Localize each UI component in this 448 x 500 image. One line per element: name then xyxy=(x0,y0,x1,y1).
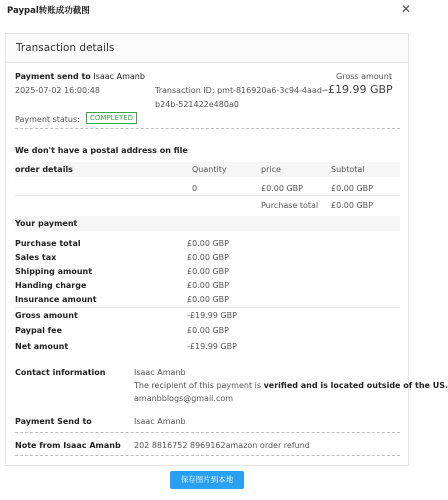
postal-notice: We don't have a postal address on file xyxy=(15,146,188,155)
payment-row-value: £0.00 GBP xyxy=(187,326,229,335)
gross-amount-label: Gross amount xyxy=(336,72,392,81)
divider xyxy=(15,455,400,456)
payment-send-to-label-2: Payment Send to xyxy=(15,417,92,426)
order-row-price: £0.00 GBP xyxy=(261,184,303,193)
payment-row-label: Shipping amount xyxy=(15,267,93,276)
divider xyxy=(15,195,400,196)
close-icon[interactable]: ✕ xyxy=(400,2,411,16)
your-payment-title: Your payment xyxy=(15,219,78,228)
payment-send-to xyxy=(15,72,145,81)
payment-datetime: 2025-07-02 16:00:48 xyxy=(15,86,100,95)
order-header-details: order details xyxy=(15,165,73,174)
panel-header xyxy=(6,34,408,63)
order-purchase-total-label: Purchase total xyxy=(261,201,319,210)
payment-row-label: Purchase total xyxy=(15,239,81,248)
payment-row-value: £0.00 GBP xyxy=(187,281,229,290)
payment-row-value: £0.00 GBP xyxy=(187,253,229,262)
contact-notice-prefix: The recipient of this payment is xyxy=(134,381,264,390)
payment-row-label: Paypal fee xyxy=(15,326,62,335)
order-header-price: price xyxy=(261,165,281,174)
order-purchase-total-value: £0.00 GBP xyxy=(331,201,373,210)
payment-status-label: Payment status: xyxy=(15,115,80,124)
transaction-id-cont: b24b-521422e480a0 xyxy=(155,100,239,109)
payment-row-label: Net amount xyxy=(15,342,69,351)
divider xyxy=(15,307,400,308)
divider xyxy=(15,432,400,433)
contact-name: Isaac Amanb xyxy=(134,368,186,377)
save-image-button[interactable]: 保存图片到本地 xyxy=(170,471,244,489)
payment-row-label: Handing charge xyxy=(15,281,87,290)
payment-send-to-name: Isaac Amanb xyxy=(93,72,145,81)
contact-notice xyxy=(134,381,448,390)
payment-row-value: £0.00 GBP xyxy=(187,239,229,248)
panel-title: Transaction details xyxy=(16,42,115,54)
payment-row-label: Sales tax xyxy=(15,253,57,262)
order-row-subtotal: £0.00 GBP xyxy=(331,184,373,193)
transaction-id: Transaction ID: pmt-816920a6-3c94-4aad- xyxy=(155,86,325,95)
divider xyxy=(15,128,400,129)
gross-amount-value: -£19.99 GBP xyxy=(324,83,393,96)
order-header-quantity: Quantity xyxy=(192,165,227,174)
contact-notice-bold: verified and is located outside of the US. xyxy=(263,381,448,390)
payment-row-label: Insurance amount xyxy=(15,295,97,304)
order-row-quantity: 0 xyxy=(192,184,198,193)
payment-send-to-label: Payment send to xyxy=(15,72,91,81)
note-label: Note from Isaac Amanb xyxy=(15,441,121,450)
payment-row-value: £0.00 GBP xyxy=(187,267,229,276)
payment-send-to-value-2: Isaac Amanb xyxy=(134,417,186,426)
payment-row-value: £0.00 GBP xyxy=(187,295,229,304)
window-titlebar xyxy=(0,0,423,20)
payment-row-value: -£19.99 GBP xyxy=(187,342,237,351)
contact-email: amanbblogs@gmail.com xyxy=(134,394,234,403)
order-header-subtotal: Subtotal xyxy=(331,165,365,174)
window-title: Paypal转账成功截图 xyxy=(7,6,90,16)
payment-row-label: Gross amount xyxy=(15,311,78,320)
status-badge: COMPLETED xyxy=(86,112,137,124)
contact-label: Contact information xyxy=(15,368,106,377)
note-value: 202 8816752 8969162amazon order refund xyxy=(134,441,310,450)
transaction-panel xyxy=(5,33,448,466)
payment-row-value: -£19.99 GBP xyxy=(187,311,237,320)
